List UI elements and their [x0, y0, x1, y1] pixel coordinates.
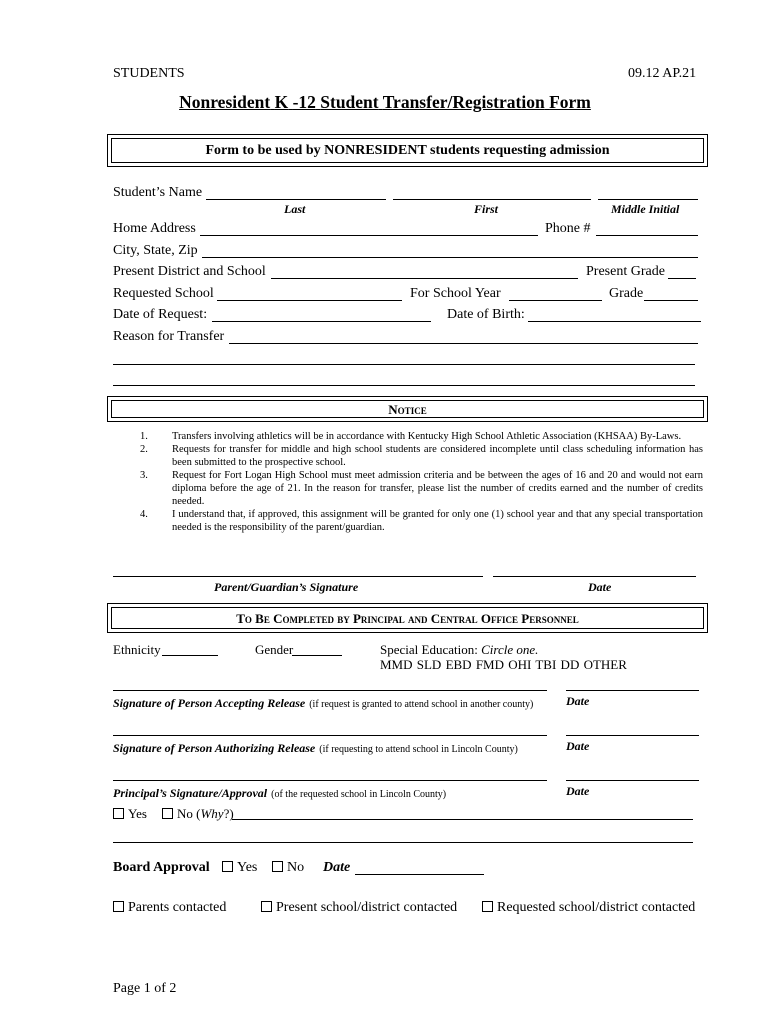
why-field-line-1[interactable]: [232, 819, 693, 820]
principal-no-option[interactable]: No (Why?): [162, 806, 234, 822]
page-number: Page 1 of 2: [113, 981, 177, 996]
admission-banner: [107, 134, 708, 167]
board-yes-option[interactable]: Yes: [222, 860, 257, 876]
middle-initial-field[interactable]: [598, 199, 698, 200]
page-title: Nonresident K -12 Student Transfer/Registration Form: [179, 92, 591, 112]
board-no-option[interactable]: No: [272, 860, 304, 876]
checkbox-icon[interactable]: [482, 901, 493, 912]
principal-date-caption: Date: [566, 784, 590, 798]
board-approval-label: Board Approval: [113, 860, 210, 875]
gender-label: Gender: [255, 642, 294, 657]
notice-item: 4. I understand that, if approved, this assignment will be granted for only one (1) school year and that any special transportation needed is the responsibility of the parent/guardian.: [140, 509, 703, 533]
policy-code: 09.12 AP.21: [628, 66, 697, 81]
parents-contacted-option[interactable]: Parents contacted: [113, 900, 226, 916]
authorizing-signature-field[interactable]: [113, 735, 547, 736]
principal-signature-caption: Principal’s Signature/Approval (of the requested school in Lincoln County): [113, 786, 447, 800]
authorizing-date-caption: Date: [566, 739, 590, 753]
notice-title: Notice: [388, 402, 427, 417]
date-of-request-label: Date of Request:: [113, 307, 208, 322]
checkbox-icon[interactable]: [162, 808, 173, 819]
home-address-field[interactable]: [200, 235, 538, 236]
notice-header-box: [107, 396, 708, 422]
present-grade-label: Present Grade: [586, 264, 665, 279]
last-caption: Last: [284, 202, 306, 216]
date-of-request-field[interactable]: [212, 321, 431, 322]
notice-item: 2. Requests for transfer for middle and high school students are considered incomplete until class scheduling information has been submitted to the prospective school.: [140, 444, 703, 468]
reason-field-line-1[interactable]: [229, 343, 698, 344]
middle-initial-caption: Middle Initial: [611, 202, 680, 216]
school-year-field[interactable]: [509, 300, 602, 301]
office-title: To Be Completed by Principal and Central Office Personnel: [236, 611, 579, 626]
accepting-signature-caption: Signature of Person Accepting Release (if request is granted to attend school in another county): [113, 696, 534, 710]
notice-item: 3. Request for Fort Logan High School must meet admission criteria and be between the ages of 16 and 20 and would not earn diploma before the age of 21. In the reason for transfer, please list the number of credits earned and the number of credits needed.: [140, 470, 703, 507]
ethnicity-field[interactable]: [162, 655, 218, 656]
principal-date-field[interactable]: [566, 780, 699, 781]
grade-field[interactable]: [644, 300, 698, 301]
reason-field-line-3[interactable]: [113, 385, 695, 386]
requested-school-label: Requested School: [113, 286, 214, 301]
authorizing-signature-caption: Signature of Person Authorizing Release (if requesting to attend school in Lincoln County): [113, 741, 518, 755]
parent-signature-field[interactable]: [113, 576, 483, 577]
board-date-label: Date: [323, 860, 351, 875]
ethnicity-label: Ethnicity: [113, 642, 161, 657]
grade-label: Grade: [609, 286, 644, 301]
first-name-field[interactable]: [393, 199, 591, 200]
accepting-date-caption: Date: [566, 694, 590, 708]
category-label: STUDENTS: [113, 66, 185, 81]
checkbox-icon[interactable]: [222, 861, 233, 872]
phone-field[interactable]: [596, 235, 698, 236]
last-name-field[interactable]: [206, 199, 386, 200]
authorizing-date-field[interactable]: [566, 735, 699, 736]
present-district-label: Present District and School: [113, 264, 266, 279]
requested-school-contacted-option[interactable]: Requested school/district contacted: [482, 900, 695, 916]
present-grade-field[interactable]: [668, 278, 696, 279]
principal-signature-field[interactable]: [113, 780, 547, 781]
reason-field-line-2[interactable]: [113, 364, 695, 365]
why-field-line-2[interactable]: [113, 842, 693, 843]
requested-school-field[interactable]: [217, 300, 402, 301]
parent-date-field[interactable]: [493, 576, 696, 577]
special-ed-label: Special Education: Circle one.: [380, 642, 539, 657]
gender-field[interactable]: [292, 655, 342, 656]
phone-label: Phone #: [545, 221, 591, 236]
present-district-field[interactable]: [271, 278, 578, 279]
office-header-box: [107, 603, 708, 633]
checkbox-icon[interactable]: [261, 901, 272, 912]
board-date-field[interactable]: [355, 874, 484, 875]
principal-yes-option[interactable]: Yes: [113, 806, 147, 822]
notice-item: 1. Transfers involving athletics will be in accordance with Kentucky High School Athletic Association (KHSAA) By-Laws.: [140, 431, 682, 442]
checkbox-icon[interactable]: [272, 861, 283, 872]
accepting-signature-field[interactable]: [113, 690, 547, 691]
checkbox-icon[interactable]: [113, 808, 124, 819]
checkbox-icon[interactable]: [113, 901, 124, 912]
admission-banner-text: Form to be used by NONRESIDENT students requesting admission: [205, 143, 610, 158]
first-caption: First: [474, 202, 499, 216]
student-name-label: Student’s Name: [113, 185, 203, 200]
date-of-birth-field[interactable]: [528, 321, 701, 322]
home-address-label: Home Address: [113, 221, 196, 236]
accepting-date-field[interactable]: [566, 690, 699, 691]
school-year-label: For School Year: [410, 286, 501, 301]
date-of-birth-label: Date of Birth:: [447, 307, 525, 322]
notice-list: [140, 430, 703, 534]
parent-signature-caption: Parent/Guardian’s Signature: [214, 580, 359, 594]
city-state-zip-field[interactable]: [202, 257, 698, 258]
city-state-zip-label: City, State, Zip: [113, 243, 198, 258]
present-school-contacted-option[interactable]: Present school/district contacted: [261, 900, 457, 916]
reason-label: Reason for Transfer: [113, 329, 225, 344]
parent-date-caption: Date: [588, 580, 612, 594]
special-ed-options[interactable]: MMD SLD EBD FMD OHI TBI DD OTHER: [380, 657, 627, 672]
